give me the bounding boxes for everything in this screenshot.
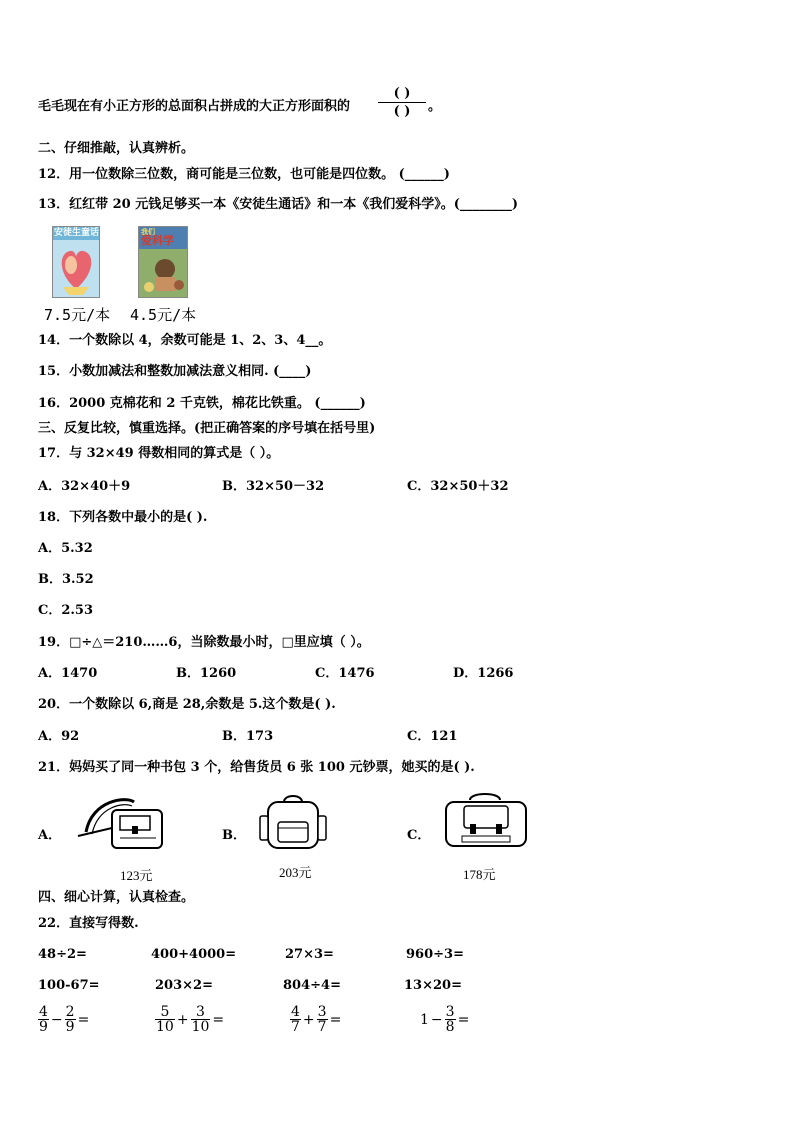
question-21-stem: 21．妈妈买了同一种书包 3 个，给售货员 6 张 100 元钞票，她买的是( ). xyxy=(38,760,475,775)
book-science-title-a: 我们 xyxy=(141,228,155,236)
calc-r2-c4: 13×20= xyxy=(404,978,462,993)
q20-option-a[interactable]: A．92 xyxy=(38,729,80,744)
calc-r2-c1: 100-67= xyxy=(38,978,100,993)
fraction-1b: $\frac{2}{9}$ xyxy=(65,1004,75,1035)
whole-number: 1 xyxy=(420,1011,429,1028)
blank-fraction xyxy=(378,86,426,119)
satchel-bag-icon xyxy=(440,790,532,856)
operator: + xyxy=(302,1011,315,1028)
section-4-heading: 四、细心计算，认真检查。 xyxy=(38,890,195,905)
operator: − xyxy=(430,1011,443,1028)
fraction-expr-2 xyxy=(155,1005,224,1034)
fraction-expr-4 xyxy=(420,1005,469,1034)
bag-a-price: 123元 xyxy=(120,868,153,883)
calc-r1-c3: 27×3= xyxy=(285,947,334,962)
question-20-stem: 20．一个数除以 6,商是 28,余数是 5.这个数是( ). xyxy=(38,697,336,712)
q20-option-b[interactable]: B．173 xyxy=(222,729,274,744)
fraction-3b: $\frac{3}{7}$ xyxy=(317,1004,327,1035)
calc-r1-c1: 48÷2= xyxy=(38,947,87,962)
q21-option-c[interactable]: C． xyxy=(407,828,431,843)
fraction-numerator: ( ) xyxy=(393,86,411,101)
intro-text xyxy=(38,99,350,115)
book-andersen-title: 安徒生童话 xyxy=(54,228,100,238)
equals: = xyxy=(457,1011,470,1028)
question-15: 15．小数加减法和整数加减法意义相同. (____) xyxy=(38,364,312,379)
backpack-icon xyxy=(258,792,328,854)
q19-option-b[interactable]: B．1260 xyxy=(176,666,237,681)
q17-option-c[interactable]: C．32×50＋32 xyxy=(407,479,509,494)
intro-label: 毛毛现在有小正方形的总面积占拼成的大正方形面积的 xyxy=(38,99,351,114)
book-science-image xyxy=(138,226,188,298)
section-2-heading: 二、仔细推敲，认真辨析。 xyxy=(38,141,195,156)
question-17-stem: 17．与 32×49 得数相同的算式是（ ）。 xyxy=(38,446,280,461)
shoulder-bag-icon xyxy=(72,792,172,856)
fraction-3a: 4 7 xyxy=(291,1004,300,1035)
book-andersen-image xyxy=(52,226,100,298)
fraction-expr-3 xyxy=(290,1005,341,1034)
q18-option-b[interactable]: B．3.52 xyxy=(38,572,94,587)
q18-option-c[interactable]: C．2.53 xyxy=(38,603,94,618)
q18-option-a[interactable]: A．5.32 xyxy=(38,541,93,556)
section-3-heading: 三、反复比较，慎重选择。(把正确答案的序号填在括号里) xyxy=(38,421,376,436)
equals: = xyxy=(329,1011,342,1028)
question-16: 16．2000 克棉花和 2 千克铁，棉花比铁重。 (______) xyxy=(38,396,366,411)
calc-r2-c2: 203×2= xyxy=(155,978,213,993)
operator: − xyxy=(50,1011,63,1028)
fraction-denominator: ( ) xyxy=(393,104,411,119)
q20-option-c[interactable]: C．121 xyxy=(407,729,458,744)
q19-option-c[interactable]: C．1476 xyxy=(315,666,375,681)
question-18-stem: 18．下列各数中最小的是( ). xyxy=(38,510,208,525)
fraction-2b: $\frac{3}{10}$ xyxy=(191,1004,210,1035)
q19-option-a[interactable]: A．1470 xyxy=(38,666,98,681)
question-12: 12．用一位数除三位数，商可能是三位数，也可能是四位数。 (______) xyxy=(38,167,450,182)
question-19-stem: 19．□÷△＝210……6，当除数最小时，□里应填（ ）。 xyxy=(38,635,370,650)
bag-c-price: 178元 xyxy=(463,867,496,882)
calc-r1-c2: 400+4000= xyxy=(151,947,237,962)
book-science-title-b: 爱科学 xyxy=(141,234,174,247)
q21-option-a[interactable]: A． xyxy=(38,828,62,843)
fraction-bar xyxy=(378,102,426,103)
fraction-2a: 5 10 xyxy=(156,1004,174,1035)
q19-option-d[interactable]: D．1266 xyxy=(453,666,514,681)
book-andersen-price: 7.5元/本 xyxy=(44,306,111,324)
bag-b-price: 203元 xyxy=(279,865,312,880)
equals: = xyxy=(77,1011,90,1028)
calc-r1-c4: 960÷3= xyxy=(406,947,464,962)
question-14: 14．一个数除以 4，余数可能是 1、2、3、4__。 xyxy=(38,333,332,348)
q17-option-a[interactable]: A．32×40＋9 xyxy=(38,479,131,494)
equals: = xyxy=(212,1011,225,1028)
q17-option-b[interactable]: B．32×50－32 xyxy=(222,479,325,494)
fraction-expr-1 xyxy=(38,1005,89,1034)
question-13: 13．红红带 20 元钱足够买一本《安徒生通话》和一本《我们爱科学》。(________) xyxy=(38,197,519,212)
intro-end: 。 xyxy=(428,99,442,114)
q21-option-b[interactable]: B． xyxy=(222,828,246,843)
operator: + xyxy=(176,1011,189,1028)
book-science-price: 4.5元/本 xyxy=(130,306,197,324)
calc-r2-c3: 804÷4= xyxy=(283,978,341,993)
fraction-1a: 4 9 xyxy=(39,1004,48,1035)
fraction-4b: $\frac{3}{8}$ xyxy=(445,1004,455,1035)
question-22-stem: 22．直接写得数. xyxy=(38,916,139,931)
